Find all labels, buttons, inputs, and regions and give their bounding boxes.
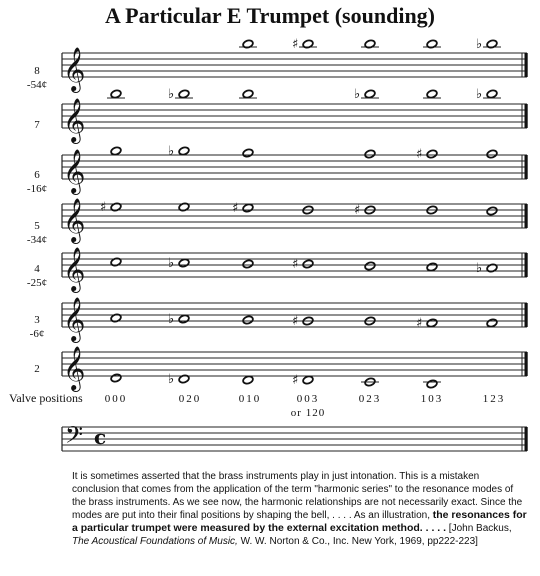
final-barline-thick — [525, 53, 528, 77]
whole-note — [426, 379, 438, 389]
cents-deviation: -34¢ — [26, 234, 48, 246]
whole-note — [364, 261, 376, 271]
harmonic-number: 3 — [34, 314, 40, 326]
treble-clef: 𝄞 — [63, 198, 86, 242]
flat-sign: ♭ — [168, 312, 175, 327]
row-label-3 — [22, 313, 52, 341]
valve-combination: 000 — [104, 393, 128, 405]
sharp-sign: ♯ — [292, 257, 299, 272]
harmonic-number: 5 — [34, 220, 40, 232]
whole-note — [242, 203, 254, 213]
whole-note — [242, 148, 254, 158]
sharp-sign: ♯ — [416, 316, 423, 331]
cents-deviation: -16¢ — [26, 183, 48, 195]
cents-deviation: -54¢ — [26, 79, 48, 91]
row-label-7 — [22, 118, 52, 132]
page-title: A Particular E Trumpet (sounding) — [104, 3, 436, 28]
harmonic-number: 4 — [34, 263, 40, 275]
whole-note — [242, 259, 254, 269]
whole-note — [178, 314, 190, 324]
harmonic-number: 6 — [34, 169, 40, 181]
sharp-sign: ♯ — [232, 201, 239, 216]
whole-note — [486, 206, 498, 216]
harmonic-number: 7 — [34, 119, 40, 131]
final-barline-thick — [525, 303, 528, 327]
row-label-5 — [22, 219, 52, 247]
treble-clef: 𝄞 — [63, 297, 86, 341]
row-label-2 — [22, 362, 52, 376]
whole-note — [110, 89, 122, 99]
final-barline-thick — [525, 204, 528, 228]
valve-combination: 003 — [296, 393, 320, 405]
sharp-sign: ♯ — [292, 373, 299, 388]
flat-sign: ♭ — [354, 87, 361, 102]
flat-sign: ♭ — [476, 37, 483, 52]
cents-deviation: -6¢ — [29, 328, 45, 340]
cents-deviation: -25¢ — [26, 277, 48, 289]
sharp-sign: ♯ — [354, 203, 361, 218]
whole-note — [486, 89, 498, 99]
sharp-sign: ♯ — [292, 314, 299, 329]
treble-clef: 𝄞 — [63, 346, 86, 390]
whole-note — [426, 149, 438, 159]
row-label-4 — [22, 262, 52, 290]
valve-positions-label: Valve positions — [9, 391, 83, 405]
whole-note — [110, 146, 122, 156]
whole-note — [486, 149, 498, 159]
flat-sign: ♭ — [476, 87, 483, 102]
whole-note — [242, 315, 254, 325]
paragraph-bold: the resonances for a particular trumpet were measured by the external excitation method. . . . . — [72, 509, 527, 534]
treble-clef: 𝄞 — [63, 247, 86, 291]
whole-note — [110, 373, 122, 383]
flat-sign: ♭ — [476, 261, 483, 276]
whole-note — [302, 375, 314, 385]
final-barline-thick — [525, 253, 528, 277]
valve-combination: 010 — [238, 393, 262, 405]
flat-sign: ♭ — [168, 87, 175, 102]
whole-note — [242, 89, 254, 99]
whole-note — [426, 89, 438, 99]
valve-alternative: or 120 — [290, 407, 326, 419]
final-barline-thick — [525, 427, 528, 451]
sharp-sign: ♯ — [292, 37, 299, 52]
flat-sign: ♭ — [168, 372, 175, 387]
paragraph-text: [John Backus, — [446, 523, 512, 534]
treble-clef: 𝄞 — [63, 47, 86, 91]
row-label-8 — [22, 64, 52, 92]
paragraph-text: W. W. Norton & Co., Inc. New York, 1969, pp222-223] — [237, 536, 478, 547]
final-barline-thick — [525, 155, 528, 179]
flat-sign: ♭ — [168, 256, 175, 271]
harmonic-number: 2 — [34, 363, 40, 375]
whole-note — [364, 149, 376, 159]
whole-note — [178, 258, 190, 268]
common-time-signature: c — [94, 425, 107, 449]
quote-paragraph — [72, 470, 527, 548]
whole-note — [426, 318, 438, 328]
flat-sign: ♭ — [168, 144, 175, 159]
whole-note — [302, 259, 314, 269]
row-label-6 — [22, 168, 52, 196]
whole-note — [178, 89, 190, 99]
whole-note — [486, 318, 498, 328]
paragraph-text: It is sometimes asserted that the brass instruments play in just intonation. This is a mistaken conclusion that comes from the application of the term "harmonic series" to the resonance modes of the brass instruments. As we see now, the harmonic relationships are not necessarily exact. Since the modes are put into their final positions by shaping the bell, . . . . As an illustration, — [72, 471, 523, 521]
sharp-sign: ♯ — [416, 147, 423, 162]
harmonic-number: 8 — [34, 65, 40, 77]
final-barline-thick — [525, 104, 528, 128]
sharp-sign: ♯ — [100, 200, 107, 215]
treble-clef: 𝄞 — [63, 149, 86, 193]
valve-combination: 123 — [482, 393, 506, 405]
valve-combination: 103 — [420, 393, 444, 405]
bass-clef: 𝄢 — [65, 421, 84, 454]
final-barline-thick — [525, 352, 528, 376]
whole-note — [364, 89, 376, 99]
whole-note — [178, 146, 190, 156]
book-title: The Acoustical Foundations of Music, — [72, 536, 238, 547]
treble-clef: 𝄞 — [63, 98, 86, 142]
valve-combination: 020 — [178, 393, 202, 405]
whole-note — [426, 262, 438, 272]
valve-combination: 023 — [358, 393, 382, 405]
whole-note — [242, 375, 254, 385]
